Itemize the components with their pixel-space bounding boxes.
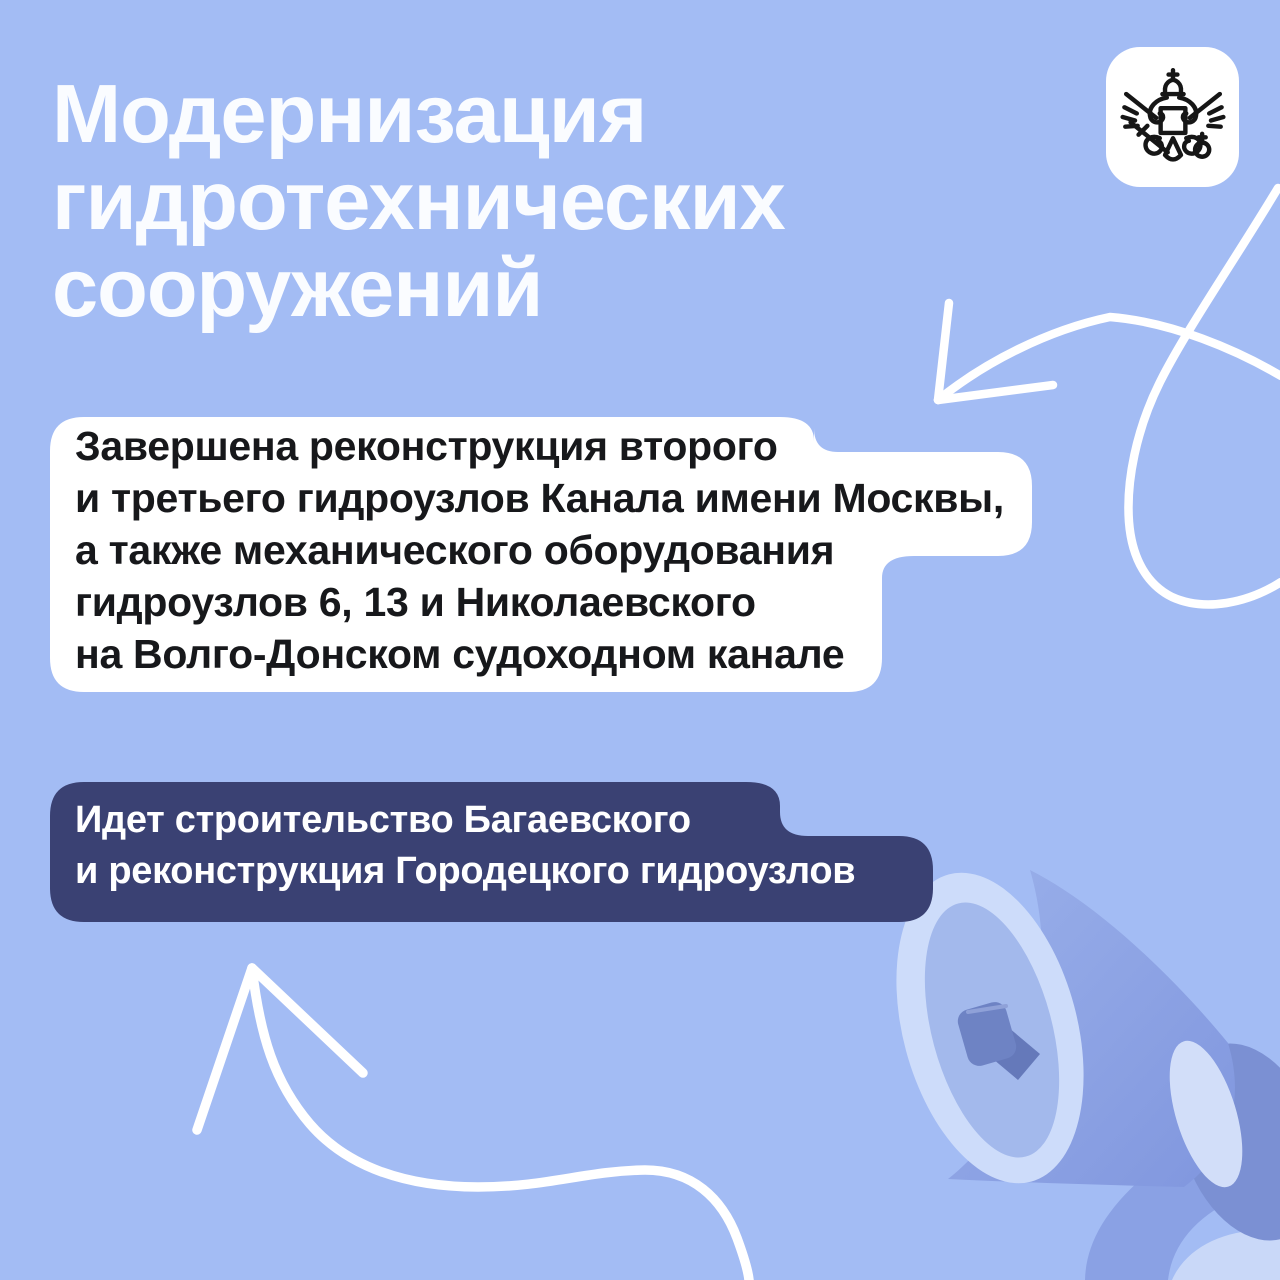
page-title xyxy=(52,67,785,334)
arrow-down-left-icon xyxy=(938,303,1280,400)
card-line: гидроузлов 6, 13 и Николаевского xyxy=(75,579,756,625)
info-card-completed xyxy=(75,420,1004,680)
double-headed-eagle-icon xyxy=(1120,65,1226,169)
card-line: и реконструкция Городецкого гидроузлов xyxy=(75,850,856,892)
card-line: и третьего гидроузлов Канала имени Москвы, xyxy=(75,475,1004,521)
card-line: на Волго-Донском судоходном канале xyxy=(75,631,845,677)
megaphone-illustration xyxy=(865,852,1280,1280)
title-line: Модернизация xyxy=(52,67,647,160)
info-card-inprogress xyxy=(75,795,855,897)
card-line: Идет строительство Багаевского xyxy=(75,799,691,841)
logo-badge xyxy=(1106,47,1239,187)
card-line: Завершена реконструкция второго xyxy=(75,423,778,469)
arrow-up-left-icon xyxy=(197,968,749,1280)
title-line: сооружений xyxy=(52,241,543,334)
card-line: а также механического оборудования xyxy=(75,527,835,573)
title-line: гидротехнических xyxy=(52,154,785,247)
swirl-loop-icon xyxy=(1128,188,1280,604)
